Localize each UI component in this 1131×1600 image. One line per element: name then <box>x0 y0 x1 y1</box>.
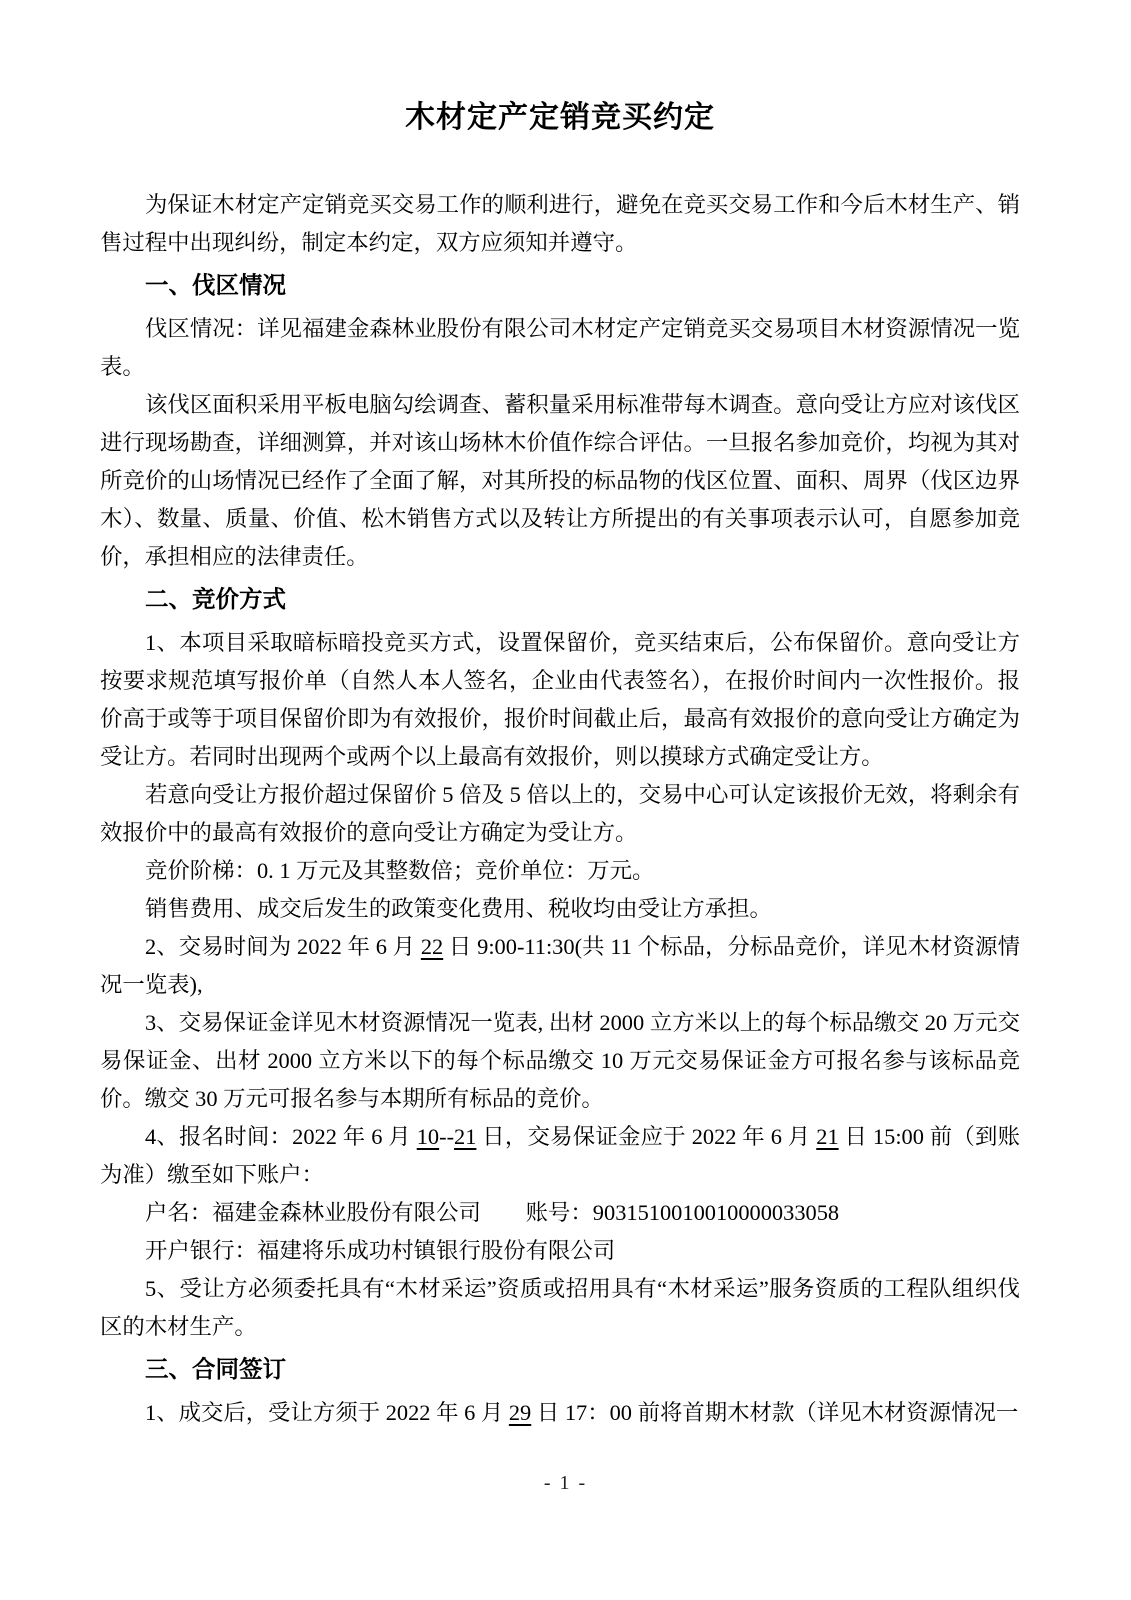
text-run: 一、伐区情况 <box>145 273 286 299</box>
underlined-text: 22 <box>420 934 444 959</box>
paragraph <box>100 386 1020 576</box>
section-heading <box>100 267 1020 305</box>
paragraph <box>100 1232 1020 1270</box>
paragraph <box>100 928 1020 1004</box>
text-run: 销售费用、成交后发生的政策变化费用、税收均由受让方承担。 <box>145 896 772 921</box>
underlined-text: 21 <box>816 1124 839 1149</box>
underlined-text: 10 <box>416 1124 440 1149</box>
paragraph <box>100 310 1020 386</box>
paragraph <box>100 186 1020 262</box>
document-content <box>100 98 1020 1432</box>
text-run: 日 17：00 前将首期木材款（详见木材资源情况一 <box>531 1400 1019 1425</box>
text-run: 日 9:00-11:30(共 11 个标品，分标品竞价，详见木材资源情况一览表), <box>100 934 1020 997</box>
section-heading <box>100 1351 1020 1389</box>
document-title: 木材定产定销竞买约定 <box>405 101 715 134</box>
section-heading <box>100 581 1020 619</box>
text-run: 3、交易保证金详见木材资源情况一览表, 出材 2000 立方米以上的每个标品缴交 20 万元交易保证金、出材 2000 立方米以下的每个标品缴交 10 万元交易保证金方可报名参与该标品竞价。缴交 30 万元可报名参与本期所有标品的竞价。 <box>100 1010 1020 1111</box>
text-run: 日，交易保证金应于 2022 年 6 月 <box>476 1124 817 1149</box>
underlined-text: 29 <box>508 1400 532 1425</box>
text-run: 4、报名时间：2022 年 6 月 <box>145 1124 417 1149</box>
text-run: 若意向受让方报价超过保留价 5 倍及 5 倍以上的，交易中心可认定该报价无效，将剩余有效报价中的最高有效报价的意向受让方确定为受让方。 <box>100 782 1020 845</box>
paragraph <box>100 1394 1020 1432</box>
paragraph <box>100 852 1020 890</box>
page-number: - 1 - <box>543 1472 588 1494</box>
paragraph <box>100 890 1020 928</box>
paragraph <box>100 1270 1020 1346</box>
text-run: 日 15:00 前（到账为准）缴至如下账户： <box>100 1124 1021 1187</box>
document-body <box>100 186 1020 1432</box>
text-run: 二、竞价方式 <box>145 587 286 613</box>
text-run: 户名：福建金森林业股份有限公司 账号：9031510010010000033058 <box>145 1200 840 1225</box>
text-run: 伐区情况：详见福建金森林业股份有限公司木材定产定销竞买交易项目木材资源情况一览表。 <box>100 316 1020 379</box>
text-run: 1、成交后，受让方须于 2022 年 6 月 <box>145 1400 509 1425</box>
text-run: 为保证木材定产定销竞买交易工作的顺利进行，避免在竞买交易工作和今后木材生产、销售过程中出现纠纷，制定本约定，双方应须知并遵守。 <box>100 192 1020 255</box>
text-run: -- <box>439 1124 455 1149</box>
text-run: 开户银行：福建将乐成功村镇银行股份有限公司 <box>145 1238 616 1263</box>
paragraph <box>100 776 1020 852</box>
text-run: 竞价阶梯：0. 1 万元及其整数倍；竞价单位：万元。 <box>145 858 655 883</box>
text-run: 2、交易时间为 2022 年 6 月 <box>145 934 421 959</box>
text-run: 三、合同签订 <box>145 1357 286 1383</box>
paragraph <box>100 1004 1020 1118</box>
text-run: 该伐区面积采用平板电脑勾绘调查、蓄积量采用标准带每木调查。意向受让方应对该伐区进行现场勘查，详细测算，并对该山场林木价值作综合评估。一旦报名参加竞价，均视为其对所竞价的山场情况已经作了全面了解，对其所投的标品物的伐区位置、面积、周界（伐区边界木）、数量、质量、价值、松木销售方式以及转让方所提出的有关事项表示认可，自愿参加竞价，承担相应的法律责任。 <box>100 392 1020 569</box>
paragraph <box>100 1118 1020 1194</box>
underlined-text: 21 <box>454 1124 477 1149</box>
text-run: 5、受让方必须委托具有“木材采运”资质或招用具有“木材采运”服务资质的工程队组织伐区的木材生产。 <box>100 1276 1020 1339</box>
paragraph <box>100 1194 1020 1232</box>
paragraph <box>100 624 1020 776</box>
text-run: 1、本项目采取暗标暗投竞买方式，设置保留价，竞买结束后，公布保留价。意向受让方按要求规范填写报价单（自然人本人签名，企业由代表签名），在报价时间内一次性报价。报价高于或等于项目保留价即为有效报价，报价时间截止后，最高有效报价的意向受让方确定为受让方。若同时出现两个或两个以上最高有效报价，则以摸球方式确定受让方。 <box>100 630 1020 769</box>
